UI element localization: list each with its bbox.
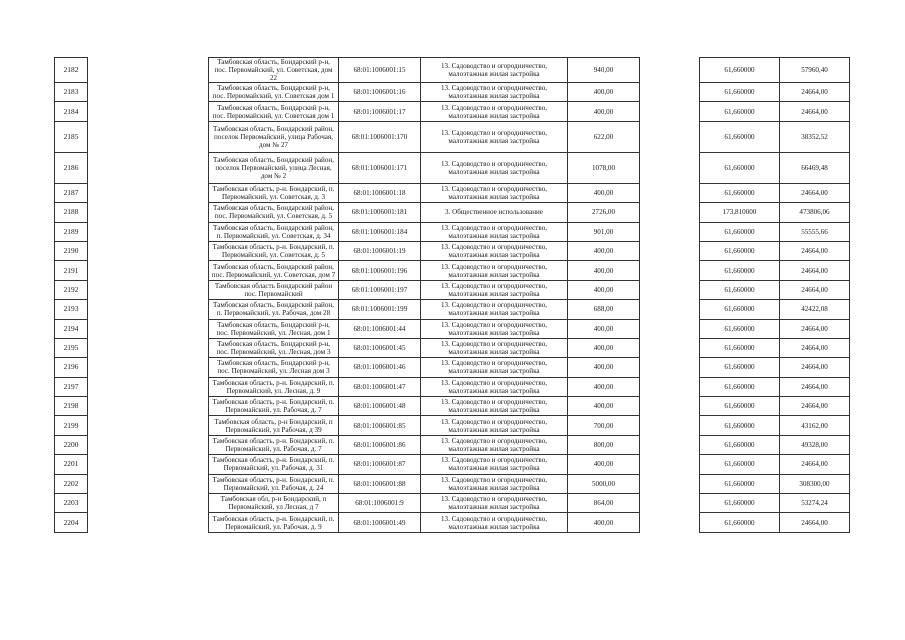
area-cell: 700,00: [568, 416, 640, 435]
gap-cell: [640, 338, 700, 357]
row-number-cell: 2190: [55, 241, 88, 260]
gap-cell: [640, 102, 700, 121]
address-cell: Тамбовская область, Бондарский район, поселок Первомайский, улица Рабочая, дом № 27: [209, 121, 339, 152]
table-row: [55, 513, 850, 532]
address-cell: Тамбовская область, Бондарский р-н, пос. Первомайский, ул. Лесная дом 3: [209, 358, 339, 377]
cadastral-number-cell: 68:01:1006001:16: [339, 83, 421, 102]
area-cell: 1078,00: [568, 152, 640, 183]
area-cell: 400,00: [568, 377, 640, 396]
gap-cell: [640, 83, 700, 102]
gap-cell: [88, 152, 209, 183]
row-number-cell: 2204: [55, 513, 88, 532]
row-number-cell: 2184: [55, 102, 88, 121]
cadastral-value-cell: 24664,00: [780, 102, 850, 121]
specific-value-cell: 61,660000: [700, 435, 780, 454]
specific-value-cell: 61,660000: [700, 102, 780, 121]
row-number-cell: 2202: [55, 474, 88, 493]
gap-cell: [640, 152, 700, 183]
specific-value-cell: 61,660000: [700, 261, 780, 280]
row-number-cell: 2183: [55, 83, 88, 102]
gap-cell: [640, 183, 700, 202]
cadastral-number-cell: 68:01:1006001:44: [339, 319, 421, 338]
area-cell: 622,00: [568, 121, 640, 152]
address-cell: Тамбовская область, р-н. Бондарский, п. Первомайский, ул. Советская, д. 3: [209, 183, 339, 202]
area-cell: 400,00: [568, 358, 640, 377]
address-cell: Тамбовская область, Бондарский р-н, пос. Первомайский, ул. Лесная, дом 3: [209, 338, 339, 357]
land-use-cell: 13. Садоводство и огородничество, малоэтажная жилая застройка: [421, 300, 568, 319]
gap-cell: [88, 83, 209, 102]
address-cell: Тамбовская область, р-н. Бондарский, п. Первомайский, ул. Рабочая, д. 31: [209, 455, 339, 474]
gap-cell: [88, 222, 209, 241]
area-cell: 400,00: [568, 183, 640, 202]
gap-cell: [88, 203, 209, 222]
table-row: [55, 261, 850, 280]
cadastral-number-cell: 68:01:1006001:197: [339, 280, 421, 299]
address-cell: Тамбовская область, р-н. Бондарский, п. Первомайский, ул. Лесная, д. 9: [209, 377, 339, 396]
cadastral-number-cell: 68:01:1006001:87: [339, 455, 421, 474]
specific-value-cell: 61,660000: [700, 397, 780, 416]
table-row: [55, 300, 850, 319]
table-row: [55, 377, 850, 396]
specific-value-cell: 61,660000: [700, 222, 780, 241]
address-cell: Тамбовская область, Бондарский район, пос. Первомайский, ул. Советская, д. 5: [209, 203, 339, 222]
address-cell: Тамбовская область, Бондарский р-н, пос. Первомайский, ул. Советская, дом 22: [209, 58, 339, 83]
cadastral-number-cell: 68:01:1006001:9: [339, 494, 421, 513]
land-use-cell: 13. Садоводство и огородничество, малоэтажная жилая застройка: [421, 474, 568, 493]
address-cell: Тамбовская область, Бондарский р-н, пос. Первомайский, ул. Лесная, дом 1: [209, 319, 339, 338]
area-cell: 901,00: [568, 222, 640, 241]
cadastral-number-cell: 68:01:1006001:181: [339, 203, 421, 222]
cadastral-value-cell: 24664,00: [780, 280, 850, 299]
gap-cell: [640, 435, 700, 454]
table-row: [55, 121, 850, 152]
gap-cell: [88, 319, 209, 338]
specific-value-cell: 173,810000: [700, 203, 780, 222]
gap-cell: [640, 358, 700, 377]
specific-value-cell: 61,660000: [700, 513, 780, 532]
gap-cell: [88, 435, 209, 454]
cadastral-number-cell: 68:01:1006001:48: [339, 397, 421, 416]
cadastral-value-cell: 24664,00: [780, 319, 850, 338]
cadastral-value-cell: 42422,08: [780, 300, 850, 319]
area-cell: 400,00: [568, 338, 640, 357]
row-number-cell: 2195: [55, 338, 88, 357]
table-row: [55, 319, 850, 338]
gap-cell: [88, 121, 209, 152]
gap-cell: [88, 300, 209, 319]
gap-cell: [88, 377, 209, 396]
land-use-cell: 13. Садоводство и огородничество, малоэтажная жилая застройка: [421, 377, 568, 396]
land-use-cell: 13. Садоводство и огородничество, малоэтажная жилая застройка: [421, 241, 568, 260]
table-row: [55, 203, 850, 222]
address-cell: Тамбовская область, р-н. Бондарский, п. Первомайский, ул. Рабочая, д. 7: [209, 397, 339, 416]
specific-value-cell: 61,660000: [700, 83, 780, 102]
gap-cell: [88, 416, 209, 435]
land-use-cell: 13. Садоводство и огородничество, малоэтажная жилая застройка: [421, 261, 568, 280]
row-number-cell: 2198: [55, 397, 88, 416]
gap-cell: [88, 261, 209, 280]
gap-cell: [88, 241, 209, 260]
specific-value-cell: 61,660000: [700, 474, 780, 493]
cadastral-value-cell: 24664,00: [780, 241, 850, 260]
specific-value-cell: 61,660000: [700, 121, 780, 152]
address-cell: Тамбовская область, Бондарский район, пос. Первомайский, ул. Советская, дом 7: [209, 261, 339, 280]
cadastral-value-table: [54, 57, 850, 533]
specific-value-cell: 61,660000: [700, 300, 780, 319]
table-row: [55, 494, 850, 513]
specific-value-cell: 61,660000: [700, 377, 780, 396]
area-cell: 864,00: [568, 494, 640, 513]
specific-value-cell: 61,660000: [700, 241, 780, 260]
land-use-cell: 13. Садоводство и огородничество, малоэтажная жилая застройка: [421, 494, 568, 513]
address-cell: Тамбовская область, Бондарский район, п. Первомайский, ул. Советская, д. 34: [209, 222, 339, 241]
cadastral-value-cell: 473806,06: [780, 203, 850, 222]
area-cell: 400,00: [568, 241, 640, 260]
address-cell: Тамбовская область, Бондарский р-н, пос. Первомайский, ул. Советская дом 1: [209, 83, 339, 102]
table-body: [55, 58, 850, 533]
gap-cell: [88, 513, 209, 532]
specific-value-cell: 61,660000: [700, 358, 780, 377]
table-row: [55, 358, 850, 377]
area-cell: 940,00: [568, 58, 640, 83]
row-number-cell: 2193: [55, 300, 88, 319]
specific-value-cell: 61,660000: [700, 183, 780, 202]
cadastral-number-cell: 68:01:1006001:17: [339, 102, 421, 121]
table-row: [55, 280, 850, 299]
address-cell: Тамбовская обл, р-н Бондарский, п Первомайский, ул Лесная, д 7: [209, 494, 339, 513]
gap-cell: [88, 358, 209, 377]
cadastral-value-cell: 57960,40: [780, 58, 850, 83]
specific-value-cell: 61,660000: [700, 58, 780, 83]
table-row: [55, 241, 850, 260]
table-row: [55, 222, 850, 241]
gap-cell: [88, 280, 209, 299]
gap-cell: [640, 319, 700, 338]
area-cell: 400,00: [568, 513, 640, 532]
land-use-cell: 13. Садоводство и огородничество, малоэтажная жилая застройка: [421, 338, 568, 357]
address-cell: Тамбовская область, р-н. Бондарский, п. Первомайский, ул. Рабочая, д. 9: [209, 513, 339, 532]
cadastral-value-cell: 24664,00: [780, 397, 850, 416]
specific-value-cell: 61,660000: [700, 416, 780, 435]
area-cell: 2726,00: [568, 203, 640, 222]
cadastral-number-cell: 68:01:1006001:199: [339, 300, 421, 319]
gap-cell: [88, 58, 209, 83]
specific-value-cell: 61,660000: [700, 455, 780, 474]
specific-value-cell: 61,660000: [700, 152, 780, 183]
cadastral-number-cell: 68:01:1006001:184: [339, 222, 421, 241]
gap-cell: [640, 474, 700, 493]
cadastral-number-cell: 68:01:1006001:46: [339, 358, 421, 377]
land-use-cell: 13. Садоводство и огородничество, малоэтажная жилая застройка: [421, 58, 568, 83]
cadastral-value-cell: 24664,00: [780, 377, 850, 396]
land-use-cell: 13. Садоводство и огородничество, малоэтажная жилая застройка: [421, 358, 568, 377]
gap-cell: [640, 241, 700, 260]
table-row: [55, 183, 850, 202]
gap-cell: [88, 455, 209, 474]
cadastral-number-cell: 68:01:1006001:19: [339, 241, 421, 260]
cadastral-number-cell: 68:01:1006001:85: [339, 416, 421, 435]
table-row: [55, 152, 850, 183]
gap-cell: [640, 280, 700, 299]
row-number-cell: 2189: [55, 222, 88, 241]
cadastral-number-cell: 68:01:1006001:49: [339, 513, 421, 532]
gap-cell: [640, 416, 700, 435]
cadastral-value-cell: 24664,00: [780, 261, 850, 280]
cadastral-value-cell: 24664,00: [780, 338, 850, 357]
table-row: [55, 58, 850, 83]
table-row: [55, 83, 850, 102]
cadastral-value-cell: 24664,00: [780, 83, 850, 102]
address-cell: Тамбовская область, Бондарский р-н, пос. Первомайский, ул. Советская дом 1: [209, 102, 339, 121]
gap-cell: [88, 183, 209, 202]
gap-cell: [88, 494, 209, 513]
land-use-cell: 13. Садоводство и огородничество, малоэтажная жилая застройка: [421, 183, 568, 202]
cadastral-number-cell: 68:01:1006001:196: [339, 261, 421, 280]
row-number-cell: 2182: [55, 58, 88, 83]
gap-cell: [640, 261, 700, 280]
table-row: [55, 435, 850, 454]
address-cell: Тамбовская область, р-н. Бондарский, п. Первомайский, ул. Советская, д. 5: [209, 241, 339, 260]
land-use-cell: 13. Садоводство и огородничество, малоэтажная жилая застройка: [421, 397, 568, 416]
cadastral-number-cell: 68:01:1006001:86: [339, 435, 421, 454]
land-use-cell: 13. Садоводство и огородничество, малоэтажная жилая застройка: [421, 222, 568, 241]
row-number-cell: 2186: [55, 152, 88, 183]
gap-cell: [640, 494, 700, 513]
area-cell: 400,00: [568, 455, 640, 474]
row-number-cell: 2185: [55, 121, 88, 152]
address-cell: Тамбовская область, р-н. Бондарский, п. Первомайский, ул. Рабочая, д. 7: [209, 435, 339, 454]
cadastral-value-cell: 24664,00: [780, 183, 850, 202]
cadastral-number-cell: 68:01:1006001:171: [339, 152, 421, 183]
cadastral-number-cell: 68:01:1006001:18: [339, 183, 421, 202]
table-row: [55, 474, 850, 493]
specific-value-cell: 61,660000: [700, 338, 780, 357]
cadastral-number-cell: 68:01:1006001:170: [339, 121, 421, 152]
gap-cell: [88, 102, 209, 121]
area-cell: 400,00: [568, 397, 640, 416]
area-cell: 800,00: [568, 435, 640, 454]
cadastral-value-cell: 43162,00: [780, 416, 850, 435]
table-row: [55, 455, 850, 474]
specific-value-cell: 61,660000: [700, 494, 780, 513]
gap-cell: [640, 222, 700, 241]
cadastral-value-cell: 66469,48: [780, 152, 850, 183]
address-cell: Тамбовская область, Бондарский район, п. Первомайский, ул. Рабочая, дом 28: [209, 300, 339, 319]
cadastral-value-cell: 53274,24: [780, 494, 850, 513]
row-number-cell: 2203: [55, 494, 88, 513]
land-use-cell: 3. Общественное использование: [421, 203, 568, 222]
address-cell: Тамбовская область, Бондарский район, поселок Первомайский, улица Лесная, дом № 2: [209, 152, 339, 183]
land-use-cell: 13. Садоводство и огородничество, малоэтажная жилая застройка: [421, 416, 568, 435]
gap-cell: [88, 338, 209, 357]
land-use-cell: 13. Садоводство и огородничество, малоэтажная жилая застройка: [421, 280, 568, 299]
row-number-cell: 2188: [55, 203, 88, 222]
land-use-cell: 13. Садоводство и огородничество, малоэтажная жилая застройка: [421, 513, 568, 532]
gap-cell: [640, 300, 700, 319]
table-row: [55, 397, 850, 416]
land-use-cell: 13. Садоводство и огородничество, малоэтажная жилая застройка: [421, 102, 568, 121]
area-cell: 400,00: [568, 319, 640, 338]
row-number-cell: 2191: [55, 261, 88, 280]
gap-cell: [640, 455, 700, 474]
area-cell: 400,00: [568, 102, 640, 121]
row-number-cell: 2192: [55, 280, 88, 299]
cadastral-value-cell: 49328,00: [780, 435, 850, 454]
gap-cell: [640, 121, 700, 152]
cadastral-number-cell: 68:01:1006001:47: [339, 377, 421, 396]
gap-cell: [640, 203, 700, 222]
row-number-cell: 2187: [55, 183, 88, 202]
row-number-cell: 2196: [55, 358, 88, 377]
gap-cell: [88, 397, 209, 416]
gap-cell: [640, 377, 700, 396]
area-cell: 400,00: [568, 280, 640, 299]
cadastral-value-cell: 24664,00: [780, 513, 850, 532]
gap-cell: [640, 513, 700, 532]
land-use-cell: 13. Садоводство и огородничество, малоэтажная жилая застройка: [421, 319, 568, 338]
cadastral-value-cell: 24664,00: [780, 358, 850, 377]
row-number-cell: 2200: [55, 435, 88, 454]
cadastral-value-cell: 308300,00: [780, 474, 850, 493]
cadastral-number-cell: 68:01:1006001:45: [339, 338, 421, 357]
table-row: [55, 338, 850, 357]
land-use-cell: 13. Садоводство и огородничество, малоэтажная жилая застройка: [421, 455, 568, 474]
area-cell: 688,00: [568, 300, 640, 319]
land-use-cell: 13. Садоводство и огородничество, малоэтажная жилая застройка: [421, 435, 568, 454]
cadastral-value-cell: 24664,00: [780, 455, 850, 474]
land-use-cell: 13. Садоводство и огородничество, малоэтажная жилая застройка: [421, 152, 568, 183]
row-number-cell: 2201: [55, 455, 88, 474]
address-cell: Тамбовская область, р-н. Бондарский, п. Первомайский, ул. Рабочая, д. 24: [209, 474, 339, 493]
gap-cell: [640, 58, 700, 83]
area-cell: 5000,00: [568, 474, 640, 493]
gap-cell: [640, 397, 700, 416]
cadastral-value-cell: 55555,66: [780, 222, 850, 241]
land-use-cell: 13. Садоводство и огородничество, малоэтажная жилая застройка: [421, 121, 568, 152]
area-cell: 400,00: [568, 83, 640, 102]
row-number-cell: 2199: [55, 416, 88, 435]
cadastral-value-cell: 38352,52: [780, 121, 850, 152]
table-row: [55, 416, 850, 435]
row-number-cell: 2194: [55, 319, 88, 338]
specific-value-cell: 61,660000: [700, 319, 780, 338]
row-number-cell: 2197: [55, 377, 88, 396]
area-cell: 400,00: [568, 261, 640, 280]
cadastral-number-cell: 68:01:1006001:88: [339, 474, 421, 493]
table-row: [55, 102, 850, 121]
cadastral-number-cell: 68:01:1006001:15: [339, 58, 421, 83]
address-cell: Тамбовская область Бондарский район пос. Первомайский: [209, 280, 339, 299]
specific-value-cell: 61,660000: [700, 280, 780, 299]
address-cell: Тамбовская область, р-н Бондарский, п Первомайский, ул Рабочая, д 39: [209, 416, 339, 435]
land-use-cell: 13. Садоводство и огородничество, малоэтажная жилая застройка: [421, 83, 568, 102]
gap-cell: [88, 474, 209, 493]
